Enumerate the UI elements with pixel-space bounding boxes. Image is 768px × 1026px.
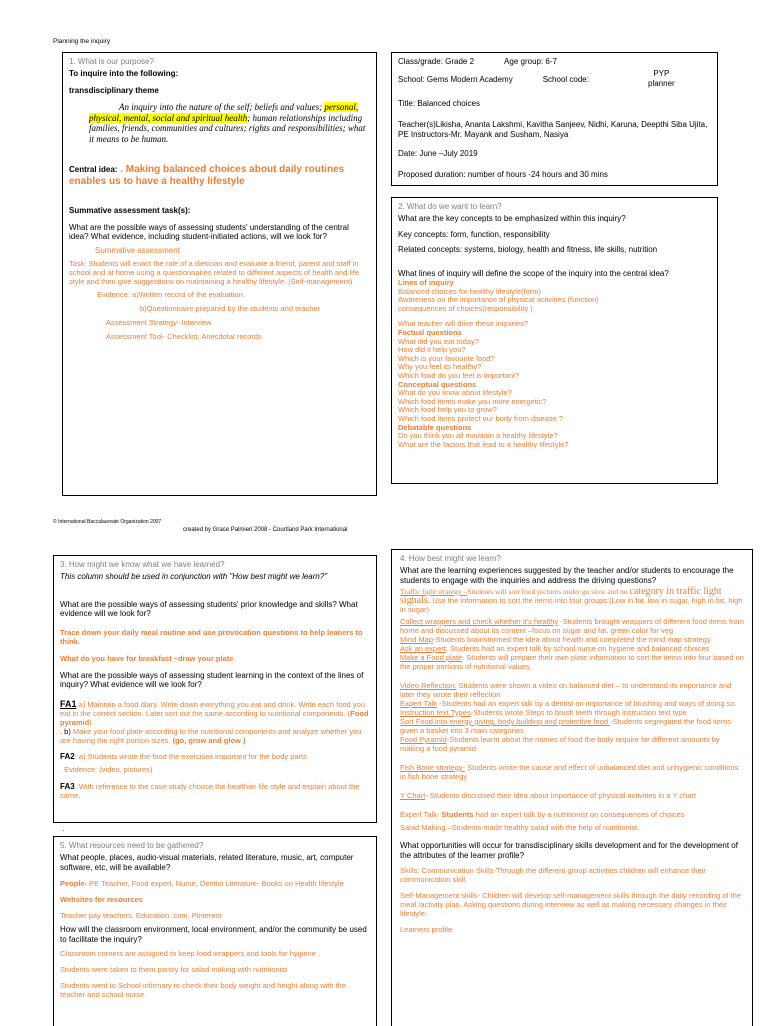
debatable-item: What are the factors that lead to a healthy lifestyle? (398, 439, 569, 449)
resources-question: What people, places, audio-visual materials, related literature, music, art, computer software, etc, will be available? (60, 853, 354, 872)
assess-box (53, 555, 377, 823)
instr-rest: -Students wrote Steps to brush teeth through instruction text type (470, 708, 687, 717)
prior-knowledge-question: What are the possible ways of assessing students' prior knowledge and skills? What evidence will we look for? (60, 599, 358, 618)
class-grade: Class/grade: Grade 2 (398, 57, 475, 66)
fish-link: Fish Bone strategy- (400, 763, 466, 772)
fa1-b-bold: (go, grow and glow ) (172, 735, 246, 745)
purpose-box (62, 52, 377, 496)
salad-making: Salad Making –Students made healthy salad with the help of nutritionist. (400, 823, 640, 832)
fish-rest: Students wrote the cause and effect of unbalanced diet and unhygienic conditions in fish bone strategy (400, 763, 739, 781)
learning-heading: 4. How best might we learn? (400, 554, 501, 563)
sort-food (400, 717, 744, 735)
key-concepts: Key concepts: form, function, responsibility (398, 229, 550, 239)
class-grade-row (398, 57, 711, 67)
ask-expert (400, 644, 744, 653)
purpose-heading: 1. What is our purpose? (69, 57, 154, 66)
theme-description (89, 102, 370, 144)
collect-wrappers (400, 617, 744, 635)
expert3-b: had an expert talk by a nutritionist on consequences of choices (473, 810, 685, 819)
inquire-label: To inquire into the following: (69, 69, 179, 78)
assess-heading: 3. How might we know what we have learned? (60, 560, 225, 569)
theme-text-a: An inquiry into the nature of the self; beliefs and values; (119, 102, 323, 112)
learning-box (391, 549, 753, 1026)
evidence-b: b)Questionnaire prepared by the students and teacher (140, 304, 321, 313)
central-idea-label: Central idea: (69, 165, 118, 174)
traffic-rest: Use the information to sort the items into four groups:(Low in fat, low in sugar, high in fat, high in sugar) (400, 596, 743, 614)
plate-link: Make a Food plate (400, 653, 463, 662)
drive-question: What teacher will drive these inquiries? (398, 319, 529, 329)
learning-question: What are the learning experiences suggested by the teacher and/or students to encourage the students to engage with the inquiries and address the driving questions? (400, 566, 734, 585)
learners-profile: Learners profile (400, 925, 453, 934)
fa1-b-row (60, 727, 370, 745)
conceptual-item: Which food help you to grow? (398, 405, 497, 415)
unit-title: Title: Balanced choices (398, 99, 480, 108)
y-chart (400, 791, 744, 800)
fa1-a-bold: Food pyramid (60, 708, 369, 727)
opportunities-question: What opportunities will occur for transdisciplinary skills development and for the development of the attributes of the learner profile? (400, 841, 738, 860)
key-concepts-question: What are the key concepts to be emphasized within this inquiry? (398, 214, 626, 223)
planner-text: planner (648, 79, 675, 88)
fa2-text: : a) Students wrote the food the exercises important for the body parts (74, 751, 307, 761)
fa3-label: FA3 (60, 781, 75, 791)
expert-rest: : Students had an expert talk by school nurse on hygiene and balanced choices (445, 644, 710, 653)
expert2-rest: -Students had an expert talk by a dentist on importance of brushing and ways of doing so. (436, 699, 737, 708)
loi-item: consequences of choices(responsibility ) (398, 303, 533, 313)
expert2-link: Expert Talk (400, 699, 437, 708)
duration: Proposed duration: number of hours -24 hours and 30 mins (398, 170, 608, 179)
provocation-text: Trace down your daily meal routine and use provocation questions to help leaners to think. (60, 627, 363, 646)
learn-heading: 2. What do we want to learn? (398, 202, 502, 211)
people-label: People- (60, 879, 88, 888)
fa2-evidence: . Evidence: (video, pictures) (60, 764, 153, 774)
conceptual-item: Which food items protect our body from disease ? (398, 413, 564, 423)
credit-line: created by Grace Palmieri 2008 - Courtland Park International (183, 527, 348, 533)
loi-item: Balanced choices for healthy lifestyle(form) (398, 286, 541, 296)
plate-rest: : Students will prepare their own plate information to sort the items into four based on the proper portions of nutritional values. (400, 653, 744, 671)
y-link: Y Chart (400, 791, 426, 800)
resource-item: Students were taken to them pantry for salad making with nutritionist (60, 965, 288, 974)
mind-map (400, 635, 744, 644)
assess-intro: This column should be used in conjunction with "How best might we learn?" (60, 572, 328, 581)
expert3-bold: Students (441, 810, 474, 819)
video-reflection (400, 681, 744, 699)
debatable-item: Do you think you all maintain a healthy lifestyle? (398, 431, 558, 441)
sort-link: Sort Food into energy giving, body building and protective food (400, 717, 611, 726)
traffic-link: Traffic light strategy – (400, 587, 468, 596)
central-idea-text: . Making balanced choices about daily routines enables us to have a healthy lifestyle (69, 164, 345, 187)
page-top-label: Planning the inquiry (53, 38, 111, 45)
people-resources (60, 879, 370, 888)
environment-question: How will the classroom environment, local environment, and/or the community be used to facilitate the inquiry? (60, 925, 367, 944)
expert-link: Ask an expert (400, 644, 446, 653)
loi-list (398, 279, 711, 449)
theme-text-b: ; human relationships including families, friends, communities and cultures; rights and responsibilities; what it means to be human. (89, 112, 366, 144)
fa3 (60, 782, 370, 800)
lines-assessment-question: What are the possible ways of assessing student learning in the context of the lines of inquiry? What evidence will we look for? (60, 670, 364, 689)
fa1 (60, 700, 370, 727)
factual-item: Why you feel its healthy? (398, 362, 482, 372)
fa2-label: FA2 (60, 751, 75, 761)
mind-link: Mind Map (400, 635, 433, 644)
people-text: PE Teacher, Food expert, Nurse, Dentist Literature- Books on Health lifestyle (87, 879, 344, 888)
breakfast-text: What do you have for breakfast –draw your plate (60, 653, 234, 663)
summative-title: Summative assessment (95, 245, 180, 255)
conceptual-item: Which food items make you more energetic? (398, 396, 547, 406)
info-box (391, 52, 718, 186)
factual-title: Factual questions (398, 327, 462, 337)
pyp-planner-label (648, 69, 675, 89)
collect-link: Collect wrappers and check whether it's healthy (400, 617, 559, 626)
sort-rest: -Students segregated the food items given a basket into 3 main categories (400, 717, 732, 735)
conceptual-item: What do you know about lifestyle? (398, 388, 512, 398)
resource-item: Classroom corners are assigned to keep food wrappers and tools for hygiene . (60, 949, 321, 958)
food-plate (400, 653, 744, 671)
resources-box (53, 836, 377, 1026)
expert-talk-nutritionist (400, 810, 744, 819)
factual-item: What did you eat today? (398, 336, 479, 346)
loi-item: Awareness on the importance of physical activities (function) (398, 295, 599, 305)
websites-list: Teacher pay teachers, Education .com, Pinterest (60, 911, 222, 920)
learn-box (391, 197, 718, 484)
food-pyramid (400, 735, 744, 753)
pyramid-link: Food Pyramid (400, 735, 447, 744)
summative-task: Task: Students will enact the role of a dietician and evaluate a friend, parent and staff in school and at home using a questionnaires related to different aspects of health and life style and then give suggestions on maintaining a healthy lifestyle. (Self-management) (69, 259, 360, 286)
summative-question: What are the possible ways of assessing students' understanding of the central idea? What evidence, including student-initiated actions, will we look for? (69, 222, 349, 241)
evidence-a: Evidence: a)Written record of the evaluation. (97, 290, 245, 299)
resources-heading: 5. What resources need to be gathered? (60, 841, 204, 850)
factual-item: Which food do you feel is important? (398, 370, 520, 380)
instruction-text (400, 708, 744, 717)
theme-label: transdisciplinary theme (69, 85, 159, 95)
pyp-text: PYP (653, 69, 670, 78)
fa1-b-pre: . b) (60, 726, 73, 736)
school-code: School code: (542, 75, 589, 84)
resource-item: Students went to School infirmary to check their body weight and height along with the teacher and school nurse. (60, 981, 346, 999)
video-link: Video Reflection: (400, 681, 457, 690)
fa1-a-end: ) (89, 717, 92, 727)
copyright: © International Baccalaureate Organization 2007 (53, 519, 162, 525)
fa3-text: :With reference to the case-study choose the healthier life style and explain about the same. (60, 781, 360, 800)
fish-bone (400, 763, 744, 781)
skills-communication: Skills: Communication Skills-Through the different group activities children will enhance their communication skill. (400, 866, 706, 884)
websites-label: Websites for resources (60, 895, 143, 904)
debatable-title: Debatable questions (398, 422, 472, 432)
loi-title: Lines of inquiry (398, 278, 454, 287)
assessment-tool: Assessment Tool- Checklist, Anecdotal records (106, 332, 262, 341)
loi-question: What lines of inquiry will define the scope of the inquiry into the central idea? (398, 268, 669, 278)
traffic-big: category in traffic light signals. (400, 586, 722, 606)
summative-label: Summative assessment task(s): (69, 206, 191, 215)
factual-item: How did it help you? (398, 345, 466, 355)
age-group: Age group: 6-7 (504, 57, 557, 66)
pyramid-rest: -Students learnt about the names of food the body require for different amounts by making a food pyramid. (400, 735, 720, 753)
expert-talk-dentist (400, 699, 744, 708)
traffic-serif: Students will sort food pictures under go slow and no (467, 587, 630, 596)
stray-dot: . (62, 824, 65, 833)
fa1-label: FA1 (60, 698, 77, 709)
assessment-strategy: Assessment Strategy- Interview (106, 318, 212, 327)
theme-highlight: personal, physical, mental, social and spiritual health (89, 102, 359, 123)
traffic-light-strategy (400, 587, 744, 614)
conceptual-title: Conceptual questions (398, 379, 477, 389)
skills-self-management: Self-Management skills- Children will develop self-management skills through the daily recording of the meal /activity plan. Asking questions during interview as well as making necessary changes in their lifestyle. (400, 891, 741, 918)
collect-rest: -Students brought wrappers of different food items from home and discussed about its content –focus on sugar and fat, green color for veg (400, 617, 744, 635)
video-rest: Students were shown a video on balanced diet – to understand its importance and later they wrote their reflection (400, 681, 732, 699)
related-concepts: Related concepts: systems, biology, health and fitness, life skills, nutrition (398, 245, 658, 254)
instr-link: Instruction text Types (400, 708, 471, 717)
fa1-a: a) Maintain a food diary. Write down everything you eat and drink. Write each food you eat in the correct section. Later sort out the same according to nutritional components. ( (60, 699, 366, 718)
date: Date: June –July 2019 (398, 149, 478, 158)
central-idea (69, 164, 370, 188)
y-rest: - Students discussed their idea about importance of physical activities in a Y chart (425, 791, 696, 800)
expert3-a: Expert Talk- (400, 810, 442, 819)
school-name: School: Gems Modern Academy (398, 75, 513, 84)
factual-item: Which is your favourite food? (398, 353, 495, 363)
mind-rest: -Students brainstormed the idea about health and completed the mind map strategy (432, 635, 711, 644)
fa1-b: Make your food plate according to the nutritional components and analyze whether you are having the right portion sizes. (60, 726, 362, 745)
fa2 (60, 752, 370, 761)
teachers: Teacher(s)Likisha, Ananta Lakshmi, Kavitha Sanjeev, Nidhi, Karuna, Deepthi Siba Ujita, PE Instructors-Mr. Mayank and Susham, Nasiya (398, 120, 708, 139)
